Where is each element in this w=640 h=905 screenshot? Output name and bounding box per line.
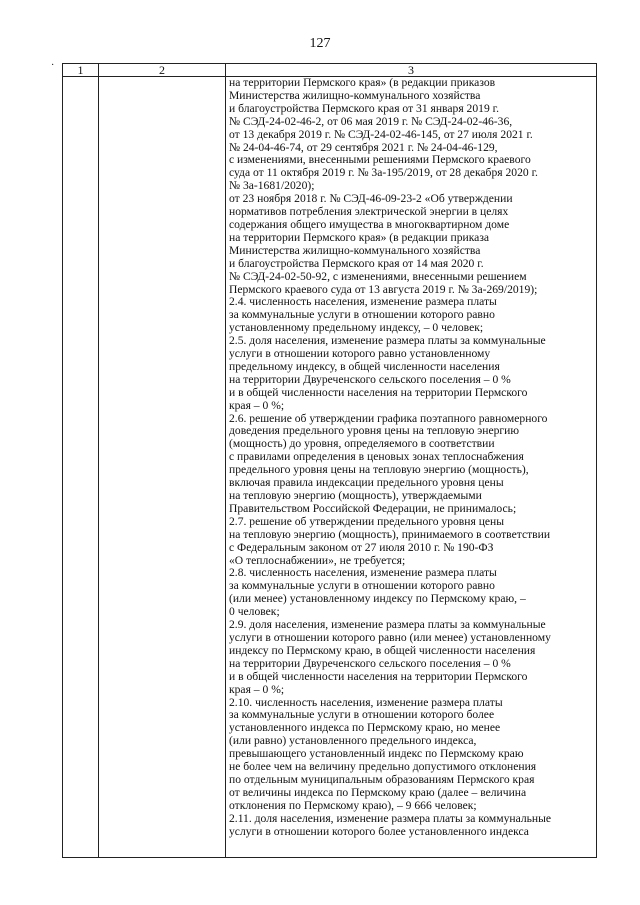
text-line: края – 0 %;: [229, 398, 285, 412]
text-line: и в общей численности населения на территории Пермского: [229, 669, 528, 683]
text-line: (или менее) установленному индексу по Пермскому краю, –: [229, 592, 526, 606]
text-line: установленному предельному индексу, – 0 человек;: [229, 321, 484, 335]
text-line: 0 человек;: [229, 605, 280, 619]
text-line: (мощность) до уровня, определяемого в соответствии: [229, 437, 495, 451]
text-line: и благоустройства Пермского края от 31 января 2019 г.: [229, 101, 499, 115]
text-line: не более чем на величину предельно допустимого отклонения: [229, 760, 537, 774]
text-line: включая правила индексации предельного уровня цены: [229, 476, 504, 490]
table-cell-col3: [226, 77, 597, 858]
text-line: суда от 11 октября 2019 г. № 3а-195/2019, от 28 декабря 2020 г.: [229, 166, 538, 180]
table-header-row: [63, 64, 597, 77]
text-line: за коммунальные услуги в отношении которого равно: [229, 579, 495, 593]
text-line: от величины индекса по Пермскому краю (далее – величина: [229, 785, 527, 799]
text-line: на территории Пермского края» (в редакции приказа: [229, 230, 490, 244]
text-line: на территории Двуреченского сельского поселения – 0 %: [229, 372, 511, 386]
text-line: на территории Двуреченского сельского поселения – 0 %: [229, 656, 511, 670]
text-line: нормативов потребления электрической энергии в целях: [229, 205, 509, 219]
text-line: за коммунальные услуги в отношении которого равно: [229, 308, 495, 322]
text-line: 2.9. доля населения, изменение размера платы за коммунальные: [229, 618, 546, 632]
text-line: за коммунальные услуги в отношении которого более: [229, 708, 495, 722]
text-line: № СЭД-24-02-46-2, от 06 мая 2019 г. № СЭД-24-02-46-36,: [229, 114, 513, 128]
margin-mark: ·: [51, 60, 55, 71]
text-line: № 3а-1681/2020);: [229, 179, 315, 193]
text-line: услуги в отношении которого равно (или менее) установленному: [229, 630, 551, 644]
text-line: Министерства жилищно-коммунального хозяйства: [229, 243, 481, 257]
text-line: от 23 ноября 2018 г. № СЭД-46-09-23-2 «Об утверждении: [229, 192, 513, 206]
text-line: отклонения по Пермскому краю), – 9 666 человек;: [229, 798, 477, 812]
page-number: 127: [309, 36, 331, 51]
text-line: Пермского краевого суда от 13 августа 2019 г. № 3а-269/2019);: [229, 282, 538, 296]
table-row: [63, 77, 597, 858]
text-line: на тепловую энергию (мощность), утверждаемыми: [229, 489, 482, 502]
text-line: № 24-04-46-74, от 29 сентября 2021 г. № 24-04-46-129,: [229, 140, 498, 154]
text-line: и благоустройства Пермского края от 14 мая 2020 г.: [229, 256, 484, 270]
text-line: и в общей численности населения на территории Пермского: [229, 385, 528, 399]
text-line: с Федеральным законом от 27 июля 2010 г. № 190-ФЗ: [229, 540, 494, 554]
table-cell-col2: [99, 77, 226, 858]
text-line: Министерства жилищно-коммунального хозяйства: [229, 88, 481, 102]
text-line: 2.5. доля населения, изменение размера платы за коммунальные: [229, 334, 546, 348]
text-line: индексу по Пермскому краю, в общей численности населения: [229, 643, 536, 657]
text-line: Правительством Российской Федерации, не принималось;: [229, 501, 517, 515]
text-line: от 13 декабря 2019 г. № СЭД-24-02-46-145, от 27 июля 2021 г.: [229, 127, 533, 141]
text-line: превышающего установленный индекс по Пермскому краю: [229, 747, 524, 761]
text-line: с правилами определения в ценовых зонах теплоснабжения: [229, 450, 524, 464]
text-block: [226, 77, 596, 838]
text-line: (или равно) установленного предельного индекса,: [229, 734, 477, 748]
text-line: «О теплоснабжении», не требуется;: [229, 553, 406, 567]
text-line: услуги в отношении которого более установленного индекса: [229, 824, 529, 838]
text-line: края – 0 %;: [229, 682, 285, 696]
text-line: 2.11. доля населения, изменение размера платы за коммунальные: [229, 811, 552, 825]
text-line: 2.8. численность населения, изменение размера платы: [229, 566, 497, 580]
column-header-3: 3: [226, 64, 597, 77]
text-line: 2.7. решение об утверждении предельного уровня цены: [229, 514, 505, 528]
text-line: на тепловую энергию (мощность), принимаемого в соответствии: [229, 527, 551, 541]
column-header-1: 1: [63, 64, 99, 77]
text-line: по отдельным муниципальным образованиям Пермского края: [229, 772, 535, 786]
text-line: на территории Пермского края» (в редакции приказов: [229, 76, 496, 89]
text-line: 2.10. численность населения, изменение размера платы: [229, 695, 503, 709]
text-line: установленного индекса по Пермскому краю, но менее: [229, 721, 501, 735]
text-line: доведения предельного уровня цены на тепловую энергию: [229, 424, 520, 438]
text-line: 2.4. численность населения, изменение размера платы: [229, 295, 497, 309]
table-cell-col1: [63, 77, 99, 858]
text-line: с изменениями, внесенными решениями Пермского краевого: [229, 153, 531, 167]
text-line: предельному индексу, в общей численности населения: [229, 359, 500, 373]
text-line: 2.6. решение об утверждении графика поэтапного равномерного: [229, 411, 548, 425]
document-table: [62, 63, 597, 858]
text-line: содержания общего имущества в многоквартирном доме: [229, 217, 510, 231]
text-line: № СЭД-24-02-50-92, с изменениями, внесенными решением: [229, 269, 527, 283]
text-line: услуги в отношении которого равно установленному: [229, 347, 491, 361]
text-line: предельного уровня цены на тепловую энергию (мощность),: [229, 463, 529, 477]
column-header-2: 2: [99, 64, 226, 77]
